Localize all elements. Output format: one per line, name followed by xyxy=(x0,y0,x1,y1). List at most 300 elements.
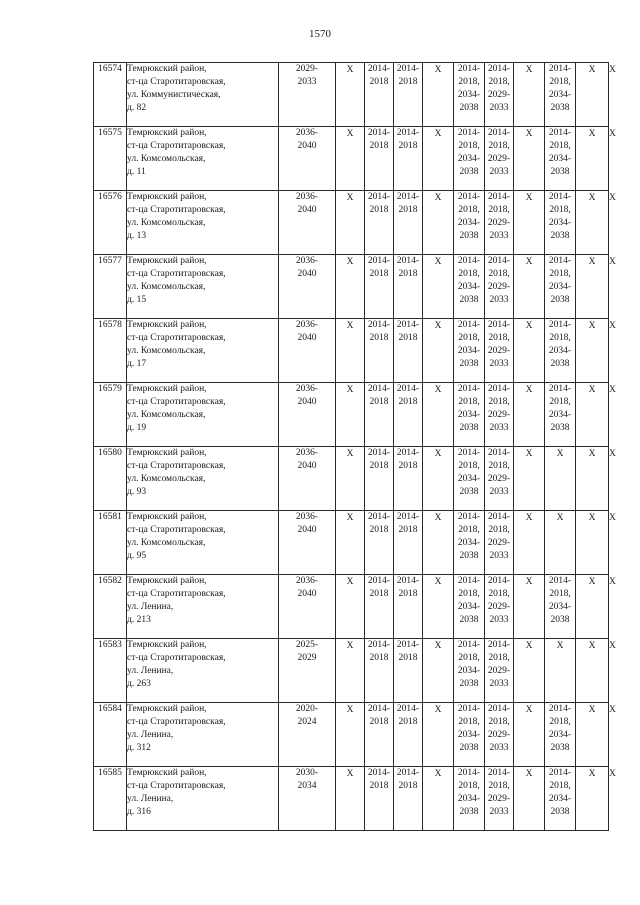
year-range-line: 2036- xyxy=(295,128,319,138)
table-row: 16577 Темрюкский район, ст-ца Старотитаровская, ул. Комсомольская, д. 15 2036- 2040 Х 2014- 2018 2014- 2018 Х 2014- 2018, 2034- 2038 2014- 2018, 2029- 2033 Х 2014- 2018, 2034- 2038 Х Х xyxy=(94,255,609,319)
period-cell-c9 xyxy=(545,703,576,767)
year-range-line: 2036- xyxy=(295,384,319,394)
address-line: ст-ца Старотитаровская, xyxy=(127,781,226,791)
address-cell xyxy=(127,383,279,447)
year-range-line: 2036- xyxy=(295,320,319,330)
period-cell-c7 xyxy=(485,575,514,639)
table-row: 16574 Темрюкский район, ст-ца Старотитаровская, ул. Коммунистическая, д. 82 2029- 2033 Х 2014- 2018 2014- 2018 Х 2014- 2018, 2034- 2038 2014- 2018, 2029- 2033 Х 2014- 2018, 2034- 2038 Х Х xyxy=(94,63,609,127)
year-range-line: 2014- xyxy=(487,576,511,586)
year-range-line: 2018 xyxy=(369,77,389,87)
address-line: Темрюкский район, xyxy=(127,768,207,778)
period-cell-c7 xyxy=(485,767,514,831)
address-line: ст-ца Старотитаровская, xyxy=(127,269,226,279)
record-number: 16583 xyxy=(94,639,127,703)
year-range-line: 2018, xyxy=(458,589,480,599)
not-applicable-mark: Х xyxy=(346,641,354,651)
year-range-line: 2038 xyxy=(550,231,570,241)
period-cell-c5 xyxy=(423,63,454,127)
year-range-line: 2014- xyxy=(396,128,420,138)
not-applicable-mark: Х xyxy=(525,449,533,459)
period-cell-c2 xyxy=(336,447,365,511)
address-cell xyxy=(127,319,279,383)
period-cell-c4 xyxy=(394,703,423,767)
year-range-line: 2029- xyxy=(487,666,511,676)
year-range-line: 2033 xyxy=(489,231,509,241)
table-row: 16584 Темрюкский район, ст-ца Старотитаровская, ул. Ленина, д. 312 2020- 2024 Х 2014- 2018 2014- 2018 Х 2014- 2018, 2034- 2038 2014- 2018, 2029- 2033 Х 2014- 2018, 2034- 2038 Х Х xyxy=(94,703,609,767)
period-cell-c8 xyxy=(514,255,545,319)
period-cell-c8 xyxy=(514,63,545,127)
year-range-line: 2034- xyxy=(548,90,572,100)
year-range-line: 2014- xyxy=(487,256,511,266)
address-line: д. 213 xyxy=(127,615,151,625)
address-line: ст-ца Старотитаровская, xyxy=(127,205,226,215)
address-line: ст-ца Старотитаровская, xyxy=(127,141,226,151)
year-range-line: 2018, xyxy=(549,205,571,215)
record-number: 16579 xyxy=(94,383,127,447)
address-cell xyxy=(127,511,279,575)
year-range-line: 2030- xyxy=(295,768,319,778)
period-cell-c4 xyxy=(394,319,423,383)
address-line: ст-ца Старотитаровская, xyxy=(127,717,226,727)
year-range-line: 2014- xyxy=(457,448,481,458)
period-cell-c3 xyxy=(365,703,394,767)
year-range-line: 2033 xyxy=(489,807,509,817)
year-range-line: 2018 xyxy=(398,589,418,599)
year-range-line: 2014- xyxy=(548,128,572,138)
period-cell-c5 xyxy=(423,127,454,191)
year-range-line: 2014- xyxy=(487,704,511,714)
year-range-line: 2014- xyxy=(396,64,420,74)
period-cell-c5 xyxy=(423,319,454,383)
year-range-line: 2038 xyxy=(550,807,570,817)
table-row: 16583 Темрюкский район, ст-ца Старотитаровская, ул. Ленина, д. 263 2025- 2029 Х 2014- 2018 2014- 2018 Х 2014- 2018, 2034- 2038 2014- 2018, 2029- 2033 Х Х Х Х xyxy=(94,639,609,703)
not-applicable-mark: Х xyxy=(346,577,354,587)
period-cell-c3 xyxy=(365,447,394,511)
period-cell-c4 xyxy=(394,639,423,703)
period-cell-c9 xyxy=(545,191,576,255)
year-range-line: 2014- xyxy=(457,768,481,778)
period-cell-c9 xyxy=(545,63,576,127)
period-cell-c4 xyxy=(394,383,423,447)
address-line: ул. Комсомольская, xyxy=(127,218,206,228)
address-line: д. 17 xyxy=(127,359,147,369)
not-applicable-mark: Х xyxy=(525,385,533,395)
period-cell-c7 xyxy=(485,511,514,575)
year-range-line: 2033 xyxy=(489,423,509,433)
period-cell-c2 xyxy=(336,575,365,639)
year-range-line: 2014- xyxy=(367,512,391,522)
period-cell-c6 xyxy=(454,447,485,511)
period-cell-c10 xyxy=(576,511,609,575)
table-body xyxy=(94,63,616,831)
not-applicable-mark: Х xyxy=(346,257,354,267)
year-range-line: 2014- xyxy=(367,128,391,138)
period-cell-c7 xyxy=(485,703,514,767)
year-range-line: 2018 xyxy=(398,653,418,663)
address-line: Темрюкский район, xyxy=(127,704,207,714)
period-cell-c3 xyxy=(365,127,394,191)
period-cell-c9 xyxy=(545,383,576,447)
record-number: 16577 xyxy=(94,255,127,319)
table-row: 16580 Темрюкский район, ст-ца Старотитаровская, ул. Комсомольская, д. 93 2036- 2040 Х 2014- 2018 2014- 2018 Х 2014- 2018, 2034- 2038 2014- 2018, 2029- 2033 Х Х Х Х xyxy=(94,447,609,511)
period-cell-c10 xyxy=(576,383,609,447)
address-line: д. 13 xyxy=(127,231,147,241)
period-cell-c3 xyxy=(365,511,394,575)
address-line: ул. Комсомольская, xyxy=(127,474,206,484)
period-cell-c4 xyxy=(394,511,423,575)
period-cell-c8 xyxy=(514,191,545,255)
year-range-line: 2018 xyxy=(369,205,389,215)
year-range-line: 2040 xyxy=(297,205,317,215)
address-line: ул. Ленина, xyxy=(127,730,174,740)
period-cell-c4 xyxy=(394,127,423,191)
period-cell-c10 xyxy=(576,255,609,319)
year-range-line: 2034- xyxy=(457,346,481,356)
period-cell-c4 xyxy=(394,63,423,127)
year-range-line: 2014- xyxy=(548,64,572,74)
period-cell-c3 xyxy=(365,255,394,319)
year-range-line: 2014- xyxy=(396,384,420,394)
year-range-line: 2018 xyxy=(398,205,418,215)
address-line: Темрюкский район, xyxy=(127,576,207,586)
address-line: д. 19 xyxy=(127,423,147,433)
table-row: 16575 Темрюкский район, ст-ца Старотитаровская, ул. Комсомольская, д. 11 2036- 2040 Х 2014- 2018 2014- 2018 Х 2014- 2018, 2034- 2038 2014- 2018, 2029- 2033 Х 2014- 2018, 2034- 2038 Х Х xyxy=(94,127,609,191)
not-applicable-mark: Х xyxy=(525,193,533,203)
table-row: 16578 Темрюкский район, ст-ца Старотитаровская, ул. Комсомольская, д. 17 2036- 2040 Х 2014- 2018 2014- 2018 Х 2014- 2018, 2034- 2038 2014- 2018, 2029- 2033 Х 2014- 2018, 2034- 2038 Х Х xyxy=(94,319,609,383)
period-cell-c3 xyxy=(365,575,394,639)
year-range-line: 2014- xyxy=(396,512,420,522)
year-range-line: 2014- xyxy=(457,384,481,394)
year-range-line: 2038 xyxy=(459,743,479,753)
not-applicable-mark: Х xyxy=(588,449,596,459)
year-range-line: 2018 xyxy=(369,397,389,407)
not-applicable-mark: Х xyxy=(525,129,533,139)
address-line: ст-ца Старотитаровская, xyxy=(127,461,226,471)
not-applicable-mark: Х xyxy=(588,513,596,523)
period-cell-c8 xyxy=(514,511,545,575)
year-range-line: 2018, xyxy=(458,141,480,151)
year-range-line: 2038 xyxy=(459,487,479,497)
year-range-line: 2029- xyxy=(487,602,511,612)
period-cell-c9 xyxy=(545,575,576,639)
not-applicable-mark: Х xyxy=(434,769,442,779)
not-applicable-mark: Х xyxy=(346,705,354,715)
period-cell-c6 xyxy=(454,639,485,703)
year-range-line: 2014- xyxy=(367,64,391,74)
year-range-line: 2018 xyxy=(369,269,389,279)
year-range-line: 2029- xyxy=(487,282,511,292)
year-range-line: 2014- xyxy=(457,640,481,650)
period-cell-c8 xyxy=(514,703,545,767)
year-range-line: 2018, xyxy=(549,781,571,791)
address-line: ст-ца Старотитаровская, xyxy=(127,525,226,535)
period-cell-c5 xyxy=(423,767,454,831)
year-range-line: 2034- xyxy=(457,410,481,420)
year-range-line: 2014- xyxy=(548,704,572,714)
table-row: 16585 Темрюкский район, ст-ца Старотитаровская, ул. Ленина, д. 316 2030- 2034 Х 2014- 2018 2014- 2018 Х 2014- 2018, 2034- 2038 2014- 2018, 2029- 2033 Х 2014- 2018, 2034- 2038 Х Х xyxy=(94,767,609,831)
year-range-line: 2038 xyxy=(459,423,479,433)
year-range-line: 2018 xyxy=(398,141,418,151)
address-cell xyxy=(127,191,279,255)
table-row: 16576 Темрюкский район, ст-ца Старотитаровская, ул. Комсомольская, д. 13 2036- 2040 Х 2014- 2018 2014- 2018 Х 2014- 2018, 2034- 2038 2014- 2018, 2029- 2033 Х 2014- 2018, 2034- 2038 Х Х xyxy=(94,191,609,255)
period-cell-c8 xyxy=(514,575,545,639)
year-range-line: 2033 xyxy=(489,743,509,753)
period-cell-c4 xyxy=(394,447,423,511)
period-cell-c10 xyxy=(576,319,609,383)
address-line: ст-ца Старотитаровская, xyxy=(127,77,226,87)
period-cell-c9 xyxy=(545,511,576,575)
year-range-line: 2034- xyxy=(548,346,572,356)
year-range-line: 2034- xyxy=(457,602,481,612)
year-range-line: 2033 xyxy=(297,77,317,87)
year-range-line: 2038 xyxy=(550,103,570,113)
period-cell-c7 xyxy=(485,127,514,191)
year-range-line: 2014- xyxy=(457,128,481,138)
address-line: д. 95 xyxy=(127,551,147,561)
not-applicable-mark: Х xyxy=(588,129,596,139)
year-range-line: 2040 xyxy=(297,141,317,151)
address-line: Темрюкский район, xyxy=(127,192,207,202)
address-line: д. 316 xyxy=(127,807,151,817)
period-cell-c5 xyxy=(423,511,454,575)
not-applicable-mark: Х xyxy=(434,257,442,267)
year-range-line: 2018, xyxy=(458,525,480,535)
not-applicable-mark: Х xyxy=(434,641,442,651)
address-cell xyxy=(127,703,279,767)
year-range-line: 2014- xyxy=(396,320,420,330)
record-number: 16574 xyxy=(94,63,127,127)
period-cell-c6 xyxy=(454,703,485,767)
year-range-line: 2040 xyxy=(297,397,317,407)
period-cell-c6 xyxy=(454,767,485,831)
year-range-line: 2029- xyxy=(487,538,511,548)
not-applicable-mark: Х xyxy=(525,641,533,651)
period-cell-c9 xyxy=(545,319,576,383)
address-line: ул. Ленина, xyxy=(127,602,174,612)
year-range-line: 2029- xyxy=(487,218,511,228)
year-range-line: 2038 xyxy=(550,167,570,177)
year-range-line: 2029- xyxy=(487,410,511,420)
period-cell-c6 xyxy=(454,383,485,447)
year-range-line: 2029 xyxy=(297,653,317,663)
period-cell-c2 xyxy=(336,63,365,127)
record-number: 16582 xyxy=(94,575,127,639)
period-cell-c5 xyxy=(423,575,454,639)
period-cell-c1 xyxy=(279,575,336,639)
period-cell-c8 xyxy=(514,127,545,191)
address-line: Темрюкский район, xyxy=(127,128,207,138)
address-cell xyxy=(127,575,279,639)
year-range-line: 2014- xyxy=(396,576,420,586)
year-range-line: 2014- xyxy=(457,64,481,74)
year-range-line: 2018, xyxy=(549,717,571,727)
year-range-line: 2018, xyxy=(488,333,510,343)
year-range-line: 2036- xyxy=(295,576,319,586)
year-range-line: 2034- xyxy=(548,602,572,612)
not-applicable-mark: Х xyxy=(346,65,354,75)
period-cell-c5 xyxy=(423,639,454,703)
year-range-line: 2034- xyxy=(548,794,572,804)
year-range-line: 2014- xyxy=(487,64,511,74)
record-number: 16578 xyxy=(94,319,127,383)
year-range-line: 2014- xyxy=(457,192,481,202)
period-cell-c1 xyxy=(279,639,336,703)
year-range-line: 2018 xyxy=(398,269,418,279)
year-range-line: 2018, xyxy=(458,397,480,407)
year-range-line: 2014- xyxy=(487,128,511,138)
year-range-line: 2018, xyxy=(458,717,480,727)
year-range-line: 2036- xyxy=(295,192,319,202)
period-cell-c6 xyxy=(454,63,485,127)
year-range-line: 2014- xyxy=(367,640,391,650)
period-cell-c2 xyxy=(336,639,365,703)
year-range-line: 2014- xyxy=(367,192,391,202)
table-row: 16579 Темрюкский район, ст-ца Старотитаровская, ул. Комсомольская, д. 19 2036- 2040 Х 2014- 2018 2014- 2018 Х 2014- 2018, 2034- 2038 2014- 2018, 2029- 2033 Х 2014- 2018, 2034- 2038 Х Х xyxy=(94,383,609,447)
year-range-line: 2038 xyxy=(459,103,479,113)
address-line: Темрюкский район, xyxy=(127,64,207,74)
period-cell-c1 xyxy=(279,511,336,575)
year-range-line: 2018 xyxy=(398,397,418,407)
year-range-line: 2018 xyxy=(369,333,389,343)
year-range-line: 2018, xyxy=(488,77,510,87)
year-range-line: 2018 xyxy=(398,781,418,791)
year-range-line: 2038 xyxy=(459,167,479,177)
year-range-line: 2018, xyxy=(488,653,510,663)
year-range-line: 2018, xyxy=(458,653,480,663)
year-range-line: 2038 xyxy=(459,295,479,305)
year-range-line: 2014- xyxy=(548,768,572,778)
year-range-line: 2034- xyxy=(548,730,572,740)
address-line: Темрюкский район, xyxy=(127,384,207,394)
year-range-line: 2018, xyxy=(488,781,510,791)
period-cell-c3 xyxy=(365,767,394,831)
year-range-line: 2033 xyxy=(489,103,509,113)
year-range-line: 2029- xyxy=(487,90,511,100)
year-range-line: 2014- xyxy=(487,448,511,458)
period-cell-c10 xyxy=(576,63,609,127)
period-cell-c10 xyxy=(576,127,609,191)
year-range-line: 2014- xyxy=(396,192,420,202)
year-range-line: 2018, xyxy=(488,525,510,535)
year-range-line: 2038 xyxy=(550,423,570,433)
year-range-line: 2040 xyxy=(297,269,317,279)
year-range-line: 2014- xyxy=(487,768,511,778)
year-range-line: 2014- xyxy=(367,384,391,394)
address-line: Темрюкский район, xyxy=(127,448,207,458)
period-cell-c2 xyxy=(336,127,365,191)
year-range-line: 2018, xyxy=(549,141,571,151)
address-line: ул. Комсомольская, xyxy=(127,410,206,420)
year-range-line: 2014- xyxy=(367,576,391,586)
year-range-line: 2040 xyxy=(297,589,317,599)
year-range-line: 2018 xyxy=(398,77,418,87)
period-cell-c1 xyxy=(279,383,336,447)
period-cell-c10 xyxy=(576,191,609,255)
period-cell-c2 xyxy=(336,511,365,575)
year-range-line: 2014- xyxy=(487,320,511,330)
year-range-line: 2038 xyxy=(550,615,570,625)
year-range-line: 2033 xyxy=(489,295,509,305)
year-range-line: 2029- xyxy=(487,346,511,356)
year-range-line: 2018, xyxy=(488,205,510,215)
address-cell xyxy=(127,447,279,511)
period-cell-c9 xyxy=(545,255,576,319)
year-range-line: 2014- xyxy=(396,768,420,778)
not-applicable-mark: Х xyxy=(588,193,596,203)
period-cell-c3 xyxy=(365,383,394,447)
not-applicable-mark: Х xyxy=(556,449,564,459)
address-line: ст-ца Старотитаровская, xyxy=(127,653,226,663)
year-range-line: 2038 xyxy=(459,231,479,241)
table-row: 16581 Темрюкский район, ст-ца Старотитаровская, ул. Комсомольская, д. 95 2036- 2040 Х 2014- 2018 2014- 2018 Х 2014- 2018, 2034- 2038 2014- 2018, 2029- 2033 Х Х Х Х xyxy=(94,511,609,575)
period-cell-c6 xyxy=(454,511,485,575)
year-range-line: 2018, xyxy=(488,461,510,471)
year-range-line: 2014- xyxy=(548,192,572,202)
page-number: 1570 xyxy=(309,28,331,40)
year-range-line: 2018 xyxy=(398,717,418,727)
period-cell-c1 xyxy=(279,703,336,767)
year-range-line: 2033 xyxy=(489,487,509,497)
year-range-line: 2018 xyxy=(369,461,389,471)
year-range-line: 2014- xyxy=(457,576,481,586)
record-number: 16584 xyxy=(94,703,127,767)
not-applicable-mark: Х xyxy=(434,449,442,459)
year-range-line: 2014- xyxy=(457,320,481,330)
not-applicable-mark: Х xyxy=(434,65,442,75)
address-line: ул. Ленина, xyxy=(127,666,174,676)
year-range-line: 2018, xyxy=(549,77,571,87)
address-line: д. 93 xyxy=(127,487,147,497)
address-cell xyxy=(127,255,279,319)
address-line: ул. Комсомольская, xyxy=(127,154,206,164)
period-cell-c3 xyxy=(365,191,394,255)
year-range-line: 2014- xyxy=(396,256,420,266)
year-range-line: 2038 xyxy=(459,615,479,625)
year-range-line: 2034- xyxy=(457,794,481,804)
period-cell-c10 xyxy=(576,703,609,767)
year-range-line: 2018 xyxy=(369,141,389,151)
period-cell-c1 xyxy=(279,63,336,127)
not-applicable-mark: Х xyxy=(525,769,533,779)
period-cell-c2 xyxy=(336,703,365,767)
year-range-line: 2034- xyxy=(457,154,481,164)
period-cell-c2 xyxy=(336,383,365,447)
year-range-line: 2018, xyxy=(458,781,480,791)
not-applicable-mark: Х xyxy=(434,321,442,331)
period-cell-c6 xyxy=(454,191,485,255)
address-line: Темрюкский район, xyxy=(127,512,207,522)
year-range-line: 2034- xyxy=(457,538,481,548)
period-cell-c3 xyxy=(365,63,394,127)
year-range-line: 2018, xyxy=(458,333,480,343)
year-range-line: 2014- xyxy=(457,704,481,714)
period-cell-c6 xyxy=(454,575,485,639)
period-cell-c5 xyxy=(423,255,454,319)
year-range-line: 2038 xyxy=(550,359,570,369)
not-applicable-mark: Х xyxy=(588,65,596,75)
year-range-line: 2036- xyxy=(295,256,319,266)
not-applicable-mark: Х xyxy=(346,321,354,331)
year-range-line: 2018 xyxy=(398,461,418,471)
period-cell-c9 xyxy=(545,767,576,831)
not-applicable-mark: Х xyxy=(346,385,354,395)
address-line: ул. Коммунистическая, xyxy=(127,90,221,100)
year-range-line: 2018, xyxy=(549,589,571,599)
not-applicable-mark: Х xyxy=(525,321,533,331)
not-applicable-mark: Х xyxy=(434,385,442,395)
year-range-line: 2034- xyxy=(457,282,481,292)
address-line: ул. Ленина, xyxy=(127,794,174,804)
